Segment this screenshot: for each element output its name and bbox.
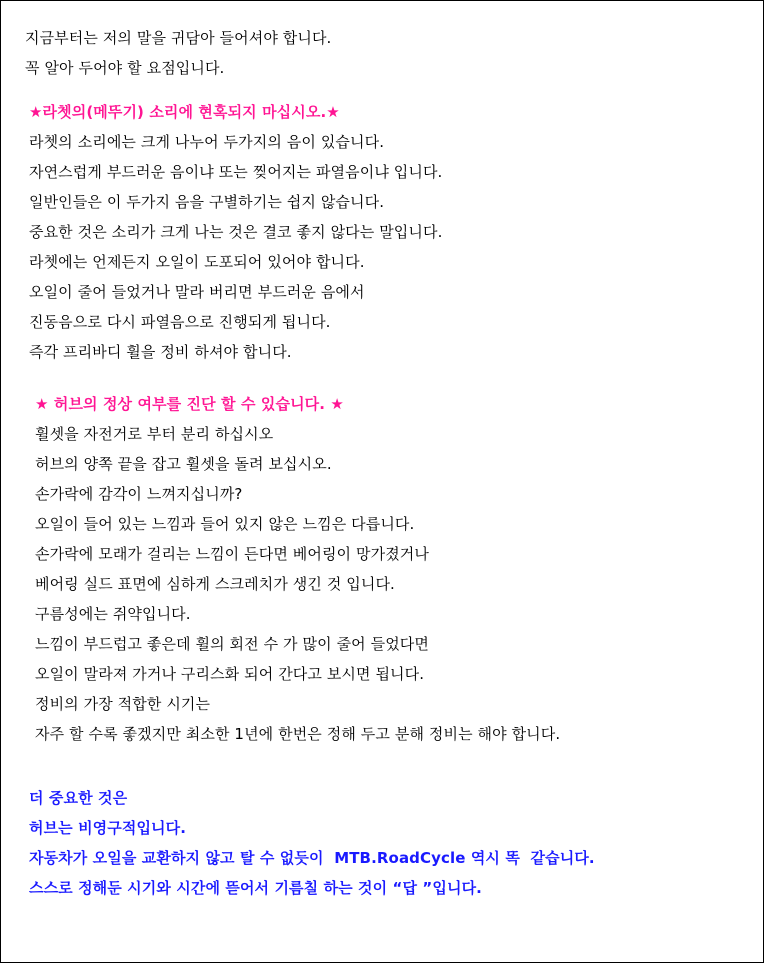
body-line: 구름성에는 쥐약입니다. bbox=[35, 605, 191, 623]
body-line: 진동음으로 다시 파열음으로 진행되게 됩니다. bbox=[29, 313, 331, 331]
spacer bbox=[25, 83, 739, 97]
intro-block bbox=[25, 23, 739, 83]
conclusion-line: 자동차가 오일을 교환하지 않고 탈 수 없듯이 MTB.RoadCycle 역시 똑 같습니다. bbox=[29, 849, 595, 867]
body-line: 자연스럽게 부드러운 음이냐 또는 찢어지는 파열음이냐 입니다. bbox=[29, 163, 443, 181]
section-heading: ★ 허브의 정상 여부를 진단 할 수 있습니다. ★ bbox=[35, 395, 344, 413]
section-conclusion bbox=[25, 783, 739, 903]
conclusion-line: 허브는 비영구적입니다. bbox=[29, 819, 187, 837]
body-line: 오일이 들어 있는 느낌과 들어 있지 않은 느낌은 다릅니다. bbox=[35, 515, 415, 533]
body-line: 오일이 줄어 들었거나 말라 버리면 부드러운 음에서 bbox=[29, 283, 365, 301]
body-line: 베어링 실드 표면에 심하게 스크레치가 생긴 것 입니다. bbox=[35, 575, 395, 593]
body-line: 휠셋을 자전거로 부터 분리 하십시오 bbox=[35, 425, 274, 443]
body-line: 일반인들은 이 두가지 음을 구별하기는 쉽지 않습니다. bbox=[29, 193, 385, 211]
body-line: 정비의 가장 적합한 시기는 bbox=[35, 695, 211, 713]
conclusion-line: 더 중요한 것은 bbox=[29, 789, 128, 807]
body-line: 손가락에 감각이 느껴지십니까? bbox=[35, 485, 243, 503]
body-line: 느낌이 부드럽고 좋은데 휠의 회전 수 가 많이 줄어 들었다면 bbox=[35, 635, 429, 653]
body-line: 즉각 프리바디 휠을 정비 하셔야 합니다. bbox=[29, 343, 292, 361]
body-line: 중요한 것은 소리가 크게 나는 것은 결코 좋지 않다는 말입니다. bbox=[29, 223, 443, 241]
body-line: 자주 할 수록 좋겠지만 최소한 1년에 한번은 정해 두고 분해 정비는 해야 합니다. bbox=[35, 725, 561, 743]
body-line: 허브의 양쪽 끝을 잡고 휠셋을 돌려 보십시오. bbox=[35, 455, 332, 473]
body-line: 라쳇에는 언제든지 오일이 도포되어 있어야 합니다. bbox=[29, 253, 365, 271]
intro-line: 꼭 알아 두어야 할 요점입니다. bbox=[25, 59, 225, 77]
section-hub-diagnosis bbox=[25, 389, 739, 749]
section-ratchet bbox=[25, 97, 739, 367]
conclusion-line: 스스로 정해둔 시기와 시간에 뜯어서 기름칠 하는 것이 “답 ”입니다. bbox=[29, 879, 482, 897]
body-line: 손가락에 모래가 걸리는 느낌이 든다면 베어링이 망가졌거나 bbox=[35, 545, 429, 563]
spacer bbox=[25, 749, 739, 783]
body-line: 라쳇의 소리에는 크게 나누어 두가지의 음이 있습니다. bbox=[29, 133, 385, 151]
body-line: 오일이 말라져 가거나 구리스화 되어 간다고 보시면 됩니다. bbox=[35, 665, 425, 683]
intro-line: 지금부터는 저의 말을 귀담아 들어셔야 합니다. bbox=[25, 29, 332, 47]
section-heading: ★라쳇의(메뚜기) 소리에 현혹되지 마십시오.★ bbox=[29, 103, 340, 121]
spacer bbox=[25, 367, 739, 389]
